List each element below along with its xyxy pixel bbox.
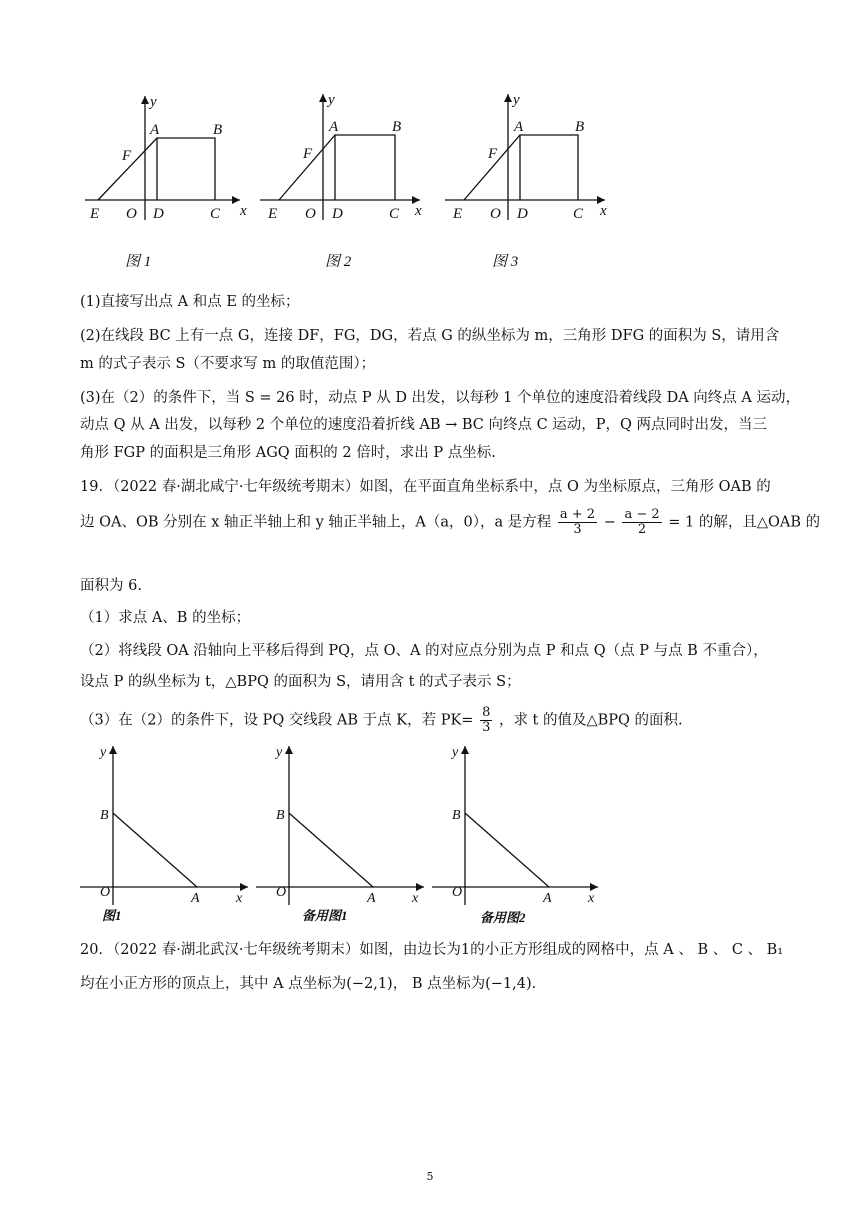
label-B: B: [452, 808, 461, 823]
label-F: F: [488, 146, 498, 162]
fraction-a-plus-2-over-3: [558, 508, 597, 537]
fraction-8-over-3: [480, 706, 492, 735]
label-F: F: [122, 148, 132, 164]
label-y: y: [452, 745, 459, 760]
label-y: y: [328, 92, 335, 108]
figure-3-top: [440, 88, 610, 282]
q20-line2: 均在小正方形的顶点上，其中 A 点坐标为(−2,1)， B 点坐标为(−1,4).: [80, 976, 537, 992]
figure-2-top: [255, 88, 425, 282]
label-A: A: [150, 122, 160, 138]
label-D: D: [153, 206, 164, 222]
fraction-a-minus-2-over-2: [622, 508, 661, 537]
figure-q19-spare2: [432, 740, 607, 929]
q18-part1: (1)直接写出点 A 和点 E 的坐标；: [80, 294, 300, 310]
q20-line1: 20．（2022 春·湖北武汉·七年级统考期末）如图，由边长为1的小正方形组成的网格中，点 A 、 B 、 C 、 B₁: [80, 942, 784, 958]
label-O: O: [100, 885, 111, 900]
frac2-numerator: a − 2: [624, 507, 660, 522]
label-D: D: [332, 206, 343, 222]
figure-1-top: [80, 90, 250, 284]
q18-part3-line1: (3)在（2）的条件下，当 S = 26 时，动点 P 从 D 出发，以每秒 1 个单位的速度沿着线段 DA 向终点 A 运动，: [80, 390, 800, 406]
figure-q19-spare2-svg: [432, 740, 607, 925]
label-F: F: [303, 146, 313, 162]
q19-sub1: （1）求点 A、B 的坐标；: [80, 610, 251, 626]
caption-q19-fig1: 图1: [102, 908, 122, 923]
figure-3-svg: [440, 88, 610, 278]
q18-part3-line2: 动点 Q 从 A 出发，以每秒 2 个单位的速度沿着折线 AB → BC 向终点 C 运动，P，Q 两点同时出发，当三: [80, 417, 768, 433]
label-A: A: [367, 891, 376, 906]
label-x: x: [600, 203, 607, 219]
frac2-denominator: 2: [637, 522, 647, 537]
label-E: E: [268, 206, 278, 222]
figure-1-svg: [80, 90, 250, 280]
label-y: y: [150, 94, 157, 110]
caption-fig1: 图 1: [125, 254, 152, 270]
label-B: B: [392, 119, 402, 135]
figure-q19-spare1-svg: [256, 740, 431, 925]
label-C: C: [573, 206, 584, 222]
caption-fig3: 图 3: [492, 254, 519, 270]
label-E: E: [453, 206, 463, 222]
figure-q19-spare1: [256, 740, 431, 929]
label-B: B: [100, 808, 109, 823]
label-x: x: [415, 203, 422, 219]
q19-sub3-end: ，求 t 的值及△BPQ 的面积.: [498, 712, 683, 729]
page-number: 5: [426, 1170, 434, 1183]
label-B: B: [276, 808, 285, 823]
label-y: y: [100, 745, 107, 760]
label-A: A: [191, 891, 200, 906]
minus-sign: −: [603, 514, 616, 531]
label-A: A: [543, 891, 552, 906]
label-x: x: [412, 891, 419, 906]
label-O: O: [305, 206, 316, 222]
q19-line2-start: 边 OA、OB 分别在 x 轴正半轴上和 y 轴正半轴上，A（a，0），a 是方程: [80, 514, 552, 531]
frac3-numerator: 8: [482, 705, 491, 720]
q19-line2-end: = 1 的解，且△OAB 的: [668, 514, 821, 531]
label-O: O: [452, 885, 463, 900]
figure-q19-main: [80, 740, 255, 929]
caption-spare-fig2: 备用图2: [480, 910, 526, 925]
frac1-denominator: 3: [573, 522, 582, 537]
label-B: B: [575, 119, 585, 135]
frac1-numerator: a + 2: [559, 507, 596, 522]
q19-sub2-line2: 设点 P 的纵坐标为 t，△BPQ 的面积为 S，请用含 t 的式子表示 S；: [80, 674, 521, 690]
label-A: A: [514, 119, 524, 135]
label-O: O: [490, 206, 501, 222]
figure-q19-main-svg: [80, 740, 255, 925]
label-x: x: [588, 891, 595, 906]
q19-line1: 19．（2022 春·湖北咸宁·七年级统考期末）如图，在平面直角坐标系中，点 O 为坐标原点，三角形 OAB 的: [80, 479, 771, 495]
label-y: y: [513, 92, 520, 108]
q19-line3: 面积为 6.: [80, 578, 142, 594]
label-A: A: [329, 119, 339, 135]
q18-part3-line3: 角形 FGP 的面积是三角形 AGQ 面积的 2 倍时，求出 P 点坐标.: [80, 445, 496, 461]
label-x: x: [236, 891, 243, 906]
label-x: x: [240, 203, 247, 219]
q19-sub2-line1: （2）将线段 OA 沿轴向上平移后得到 PQ，点 O、A 的对应点分别为点 P 和点 Q（点 P 与点 B 不重合），: [80, 643, 768, 659]
q18-part2-line1: (2)在线段 BC 上有一点 G，连接 DF，FG，DG，若点 G 的纵坐标为 m，三角形 DFG 的面积为 S，请用含: [80, 328, 780, 344]
q19-line2: [80, 507, 821, 538]
figure-2-svg: [255, 88, 425, 278]
label-O: O: [276, 885, 287, 900]
label-C: C: [210, 206, 221, 222]
q18-part2-line2: m 的式子表示 S（不要求写 m 的取值范围）；: [80, 356, 376, 372]
label-O: O: [126, 206, 137, 222]
q19-sub3: [80, 706, 780, 736]
label-E: E: [90, 206, 100, 222]
label-B: B: [213, 122, 223, 138]
frac3-denominator: 3: [482, 720, 491, 735]
label-y: y: [276, 745, 283, 760]
q19-sub3-start: （3）在（2）的条件下，设 PQ 交线段 AB 于点 K，若 PK=: [80, 712, 474, 729]
caption-spare-fig1: 备用图1: [302, 908, 348, 923]
label-D: D: [517, 206, 528, 222]
caption-fig2: 图 2: [325, 254, 352, 270]
label-C: C: [389, 206, 400, 222]
